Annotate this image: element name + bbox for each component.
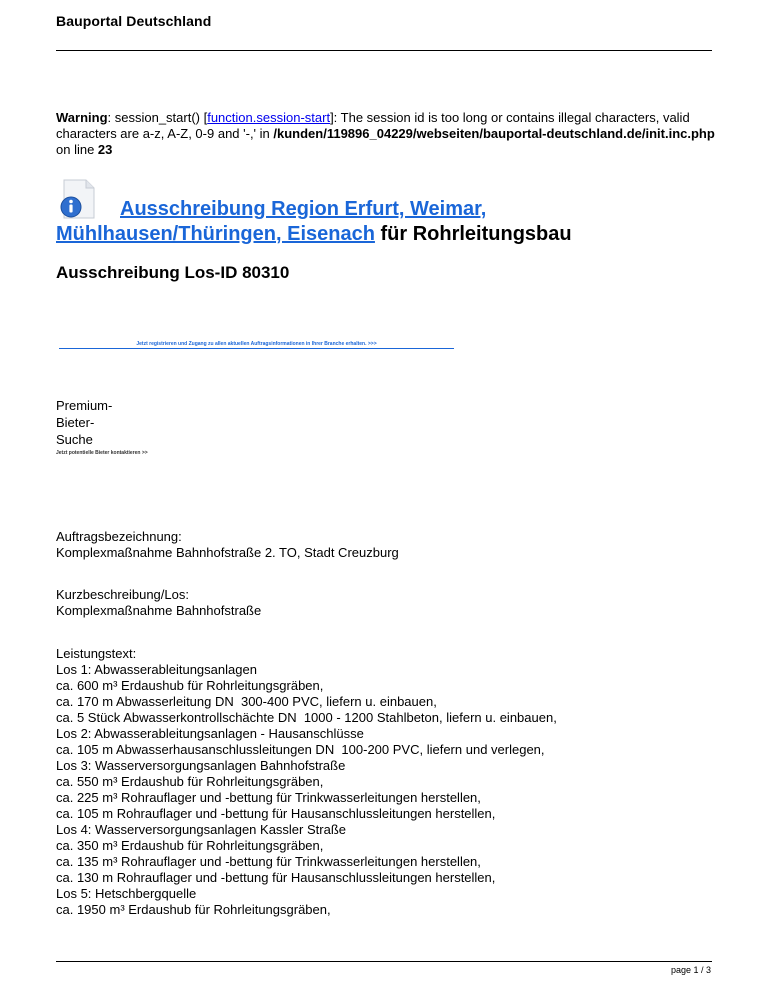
header-divider	[56, 50, 712, 51]
leistung-line: Los 2: Abwasserableitungsanlagen - Hausanschlüsse	[56, 726, 364, 741]
premium-line-1: Premium-	[56, 398, 113, 413]
leistung-line: ca. 5 Stück Abwasserkontrollschächte DN 1000 - 1200 Stahlbeton, liefern u. einbauen,	[56, 710, 557, 725]
auftrag-section	[56, 529, 399, 561]
warning-text-3: on line	[56, 142, 98, 157]
page-number: page 1 / 3	[670, 965, 711, 975]
leistung-line: ca. 105 m Rohrauflager und -bettung für Hausanschlussleitungen herstellen,	[56, 806, 496, 821]
auftrag-label: Auftragsbezeichnung:	[56, 529, 182, 544]
kurz-value: Komplexmaßnahme Bahnhofstraße	[56, 603, 262, 618]
premium-line-3: Suche	[56, 432, 93, 447]
warning-path: /kunden/119896_04229/webseiten/bauportal-deutschland.de/init.inc.php	[273, 126, 715, 141]
site-title: Bauportal Deutschland	[56, 13, 212, 29]
leistung-line: ca. 600 m³ Erdaushub für Rohrleitungsgräben,	[56, 678, 324, 693]
leistung-line: ca. 225 m³ Rohrauflager und -bettung für Trinkwasserleitungen herstellen,	[56, 790, 481, 805]
contact-bidders-link[interactable]: Jetzt potentielle Bieter kontaktieren >>	[56, 450, 148, 456]
leistung-line: ca. 170 m Abwasserleitung DN 300-400 PVC, liefern u. einbauen,	[56, 694, 437, 709]
warning-line: 23	[97, 142, 113, 157]
page-title	[56, 197, 716, 247]
leistung-section	[56, 646, 557, 918]
leistung-label: Leistungstext:	[56, 646, 137, 661]
los-id-heading: Ausschreibung Los-ID 80310	[56, 263, 290, 282]
premium-bieter-suche	[56, 397, 112, 448]
footer-divider	[56, 961, 712, 962]
warning-label: Warning	[56, 110, 108, 125]
php-warning	[56, 110, 716, 158]
function-link[interactable]: function.session-start	[207, 110, 331, 125]
auftrag-value: Komplexmaßnahme Bahnhofstraße 2. TO, Stadt Creuzburg	[56, 545, 399, 560]
warning-text-1: : session_start() [	[107, 110, 208, 125]
title-suffix: für Rohrleitungsbau	[374, 223, 572, 245]
leistung-line: ca. 1950 m³ Erdaushub für Rohrleitungsgräben,	[56, 902, 331, 917]
leistung-line: ca. 550 m³ Erdaushub für Rohrleitungsgräben,	[56, 774, 324, 789]
leistung-line: ca. 130 m Rohrauflager und -bettung für Hausanschlussleitungen herstellen,	[56, 870, 496, 885]
kurz-label: Kurzbeschreibung/Los:	[56, 587, 189, 602]
leistung-line: ca. 105 m Abwasserhausanschlussleitungen DN 100-200 PVC, liefern und verlegen,	[56, 742, 545, 757]
leistung-line: Los 4: Wasserversorgungsanlagen Kassler Straße	[56, 822, 346, 837]
leistung-line: ca. 350 m³ Erdaushub für Rohrleitungsgräben,	[56, 838, 324, 853]
leistung-line: Los 1: Abwasserableitungsanlagen	[56, 662, 257, 677]
premium-line-2: Bieter-	[56, 415, 95, 430]
register-link[interactable]: Jetzt registrieren und Zugang zu allen aktuellen Auftragsinformationen in Ihrer Branche erhalten. >>>	[59, 341, 454, 349]
kurz-section	[56, 587, 261, 619]
leistung-line: ca. 135 m³ Rohrauflager und -bettung für Trinkwasserleitungen herstellen,	[56, 854, 481, 869]
region-link[interactable]: Ausschreibung Region Erfurt, Weimar, Mühlhausen/Thüringen, Eisenach	[56, 198, 487, 245]
leistung-line: Los 3: Wasserversorgungsanlagen Bahnhofstraße	[56, 758, 346, 773]
leistung-line: Los 5: Hetschbergquelle	[56, 886, 197, 901]
warning-text-2: ]: The session id is too long or contains illegal characters, valid characters are a-z, A-Z, 0-9 and '-,' in	[56, 110, 690, 141]
